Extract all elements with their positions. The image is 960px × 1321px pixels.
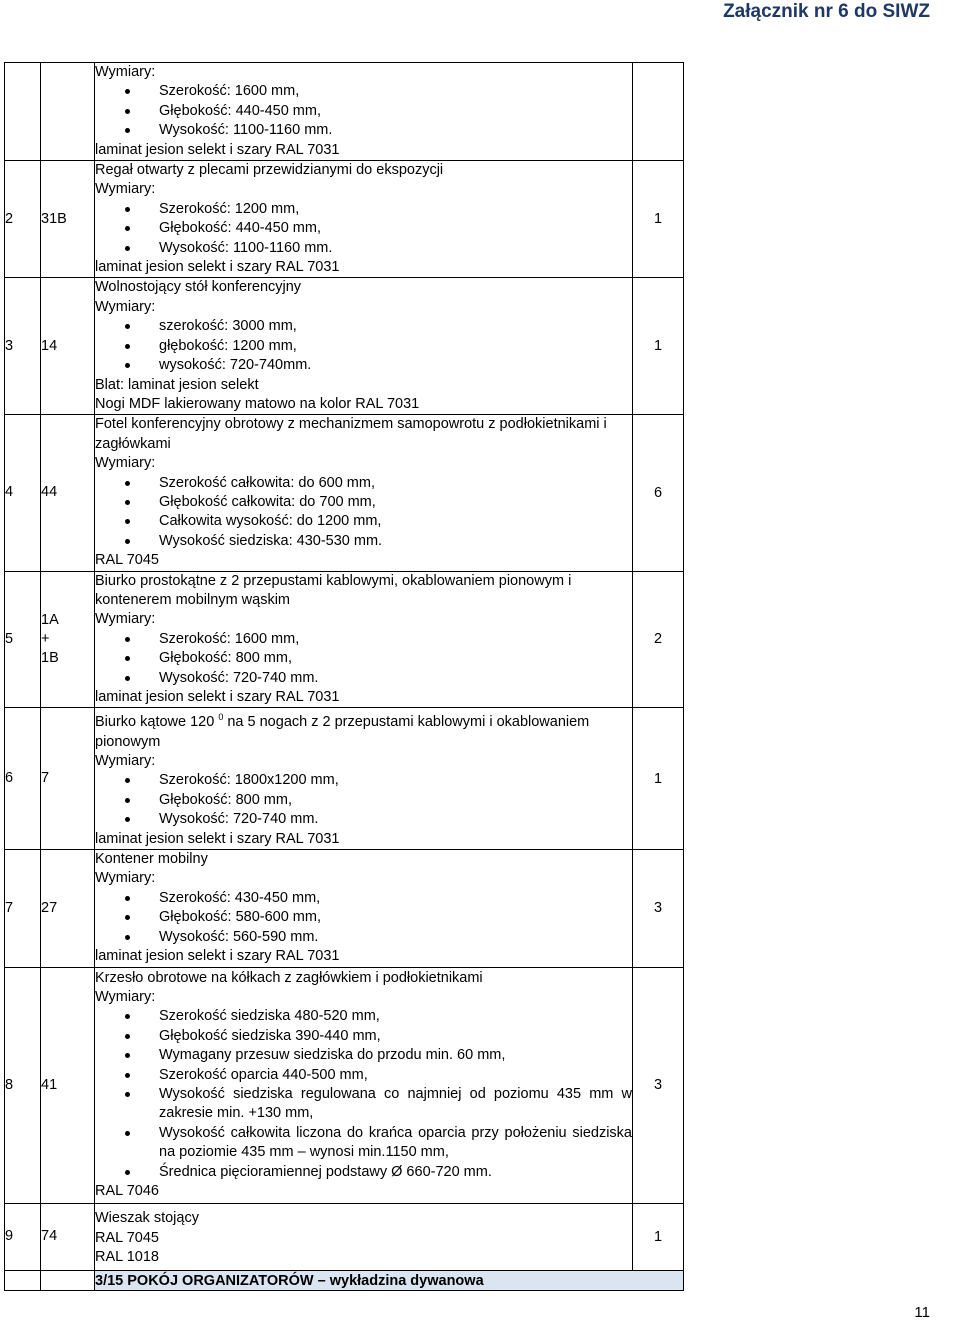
row-quantity: 1 <box>633 708 684 850</box>
dims-label: Wymiary: <box>95 611 156 628</box>
item-title: Biurko prostokątne z 2 przepustami kablowymi, okablowaniem pionowym i kontenerem mobilnym wąskim <box>95 572 572 608</box>
row-number: 5 <box>5 571 41 708</box>
dims-list <box>95 771 632 829</box>
list-item: Wysokość: 720-740 mm. <box>95 810 632 829</box>
list-item: Głębokość siedziska 390-440 mm, <box>95 1027 632 1046</box>
row-number <box>5 63 41 161</box>
row-number: 9 <box>5 1203 41 1270</box>
row-number: 2 <box>5 161 41 278</box>
row-symbol: 41 <box>41 967 95 1203</box>
item-title: Wieszak stojący <box>95 1210 199 1227</box>
list-item: Głębokość całkowita: do 700 mm, <box>95 493 632 512</box>
list-item: Szerokość: 1800x1200 mm, <box>95 771 632 790</box>
section-title: 3/15 POKÓJ ORGANIZATORÓW – wykładzina dywanowa <box>95 1270 684 1290</box>
finish-text: RAL 7046 <box>95 1183 159 1200</box>
row-quantity: 3 <box>633 850 684 967</box>
document-header: Załącznik nr 6 do SIWZ <box>723 1 930 22</box>
item-title-part: na 5 nogach z 2 przepustami kablowymi i okablowaniem pionowym <box>95 714 590 750</box>
row-symbol: 7 <box>41 708 95 850</box>
table-row <box>5 415 684 571</box>
item-title: Fotel konferencyjny obrotowy z mechanizmem samopowrotu z podłokietnikami i zagłówkami <box>95 416 607 452</box>
row-quantity: 1 <box>633 278 684 415</box>
finish-text: laminat jesion selekt i szary RAL 7031 <box>95 141 340 158</box>
dims-label: Wymiary: <box>95 455 156 472</box>
finish-text: laminat jesion selekt i szary RAL 7031 <box>95 689 340 705</box>
list-item: wysokość: 720-740mm. <box>95 356 632 375</box>
row-symbol: 31B <box>41 161 95 278</box>
dims-list <box>95 1007 632 1182</box>
dims-list <box>95 474 632 552</box>
list-item: Szerokość siedziska 480-520 mm, <box>95 1007 632 1026</box>
row-description <box>95 1203 633 1270</box>
page-number: 11 <box>914 1304 930 1321</box>
list-item: głębokość: 1200 mm, <box>95 337 632 356</box>
list-item: Głębokość: 800 mm, <box>95 649 632 668</box>
list-item: Głębokość: 440-450 mm, <box>95 102 632 121</box>
row-quantity <box>633 63 684 161</box>
dims-label: Wymiary: <box>95 753 156 770</box>
row-number: 7 <box>5 850 41 967</box>
list-item: Szerokość oparcia 440-500 mm, <box>95 1066 632 1085</box>
dims-label: Wymiary: <box>95 298 156 315</box>
row-symbol: 74 <box>41 1203 95 1270</box>
table-row <box>5 1203 684 1270</box>
list-item: Wysokość: 1100-1160 mm. <box>95 121 632 140</box>
row-quantity: 2 <box>633 571 684 708</box>
row-symbol: 1A + 1B <box>41 571 95 708</box>
row-description <box>95 63 633 161</box>
item-title <box>95 708 632 752</box>
row-description <box>95 850 633 967</box>
table-row <box>5 571 684 708</box>
finish-text: laminat jesion selekt i szary RAL 7031 <box>95 948 340 965</box>
row-symbol: 27 <box>41 850 95 967</box>
row-number: 4 <box>5 415 41 571</box>
list-item: Całkowita wysokość: do 1200 mm, <box>95 512 632 531</box>
dims-list <box>95 889 632 947</box>
list-item: szerokość: 3000 mm, <box>95 317 632 336</box>
dims-list <box>95 82 632 140</box>
section-cell <box>41 1270 95 1290</box>
row-description <box>95 967 633 1203</box>
item-title: Wolnostojący stół konferencyjny <box>95 279 302 296</box>
list-item: Szerokość: 1600 mm, <box>95 630 632 649</box>
list-item: Wysokość: 720-740 mm. <box>95 669 632 688</box>
list-item: Szerokość: 1600 mm, <box>95 82 632 101</box>
dims-label: Wymiary: <box>95 64 156 80</box>
list-item: Średnica pięcioramiennej podstawy Ø 660-720 mm. <box>95 1163 632 1182</box>
table-row <box>5 278 684 415</box>
row-description <box>95 571 633 708</box>
row-symbol <box>41 63 95 161</box>
table-row <box>5 708 684 850</box>
furniture-table <box>4 62 684 1291</box>
row-number: 3 <box>5 278 41 415</box>
dims-list <box>95 630 632 688</box>
item-title: Kontener mobilny <box>95 851 208 868</box>
list-item: Wysokość: 1100-1160 mm. <box>95 239 632 258</box>
item-title-part: Biurko kątowe 120 <box>95 714 219 731</box>
list-item: Szerokość: 430-450 mm, <box>95 889 632 908</box>
item-title: Regał otwarty z plecami przewidzianymi do ekspozycji <box>95 162 444 179</box>
table-row <box>5 63 684 161</box>
table-row <box>5 967 684 1203</box>
table-row <box>5 161 684 278</box>
row-description <box>95 278 633 415</box>
list-item: Wysokość siedziska: 430-530 mm. <box>95 532 632 551</box>
degree-superscript: 0 <box>218 712 224 723</box>
list-item: Wymagany przesuw siedziska do przodu min. 60 mm, <box>95 1046 632 1065</box>
finish-text: RAL 1018 <box>95 1249 159 1266</box>
row-number: 6 <box>5 708 41 850</box>
list-item: Wysokość siedziska regulowana co najmniej od poziomu 435 mm w zakresie min. +130 mm, <box>95 1085 632 1124</box>
row-description <box>95 415 633 571</box>
finish-text: RAL 7045 <box>95 1229 159 1246</box>
item-title: Krzesło obrotowe na kółkach z zagłówkiem i podłokietnikami <box>95 969 483 986</box>
row-symbol: 14 <box>41 278 95 415</box>
list-item: Głębokość: 800 mm, <box>95 791 632 810</box>
row-quantity: 3 <box>633 967 684 1203</box>
finish-text: Blat: laminat jesion selekt <box>95 376 259 393</box>
list-item: Głębokość: 440-450 mm, <box>95 219 632 238</box>
dims-list <box>95 200 632 258</box>
finish-text: Nogi MDF lakierowany matowo na kolor RAL 7031 <box>95 395 420 412</box>
row-description <box>95 161 633 278</box>
dims-label: Wymiary: <box>95 181 156 198</box>
finish-text: RAL 7045 <box>95 552 159 569</box>
row-quantity: 6 <box>633 415 684 571</box>
list-item: Wysokość całkowita liczona do krańca oparcia przy położeniu siedziska na poziomie 435 mm – wynosi min.1150 mm, <box>95 1124 632 1163</box>
list-item: Szerokość: 1200 mm, <box>95 200 632 219</box>
row-quantity: 1 <box>633 161 684 278</box>
table-row <box>5 850 684 967</box>
dims-list <box>95 317 632 375</box>
finish-text: laminat jesion selekt i szary RAL 7031 <box>95 830 340 847</box>
row-quantity: 1 <box>633 1203 684 1270</box>
list-item: Głębokość: 580-600 mm, <box>95 908 632 927</box>
row-description <box>95 708 633 850</box>
list-item: Szerokość całkowita: do 600 mm, <box>95 474 632 493</box>
finish-text: laminat jesion selekt i szary RAL 7031 <box>95 259 340 276</box>
row-symbol: 44 <box>41 415 95 571</box>
section-row <box>5 1270 684 1290</box>
dims-label: Wymiary: <box>95 988 156 1005</box>
row-number: 8 <box>5 967 41 1203</box>
dims-label: Wymiary: <box>95 870 156 887</box>
section-cell <box>5 1270 41 1290</box>
list-item: Wysokość: 560-590 mm. <box>95 928 632 947</box>
